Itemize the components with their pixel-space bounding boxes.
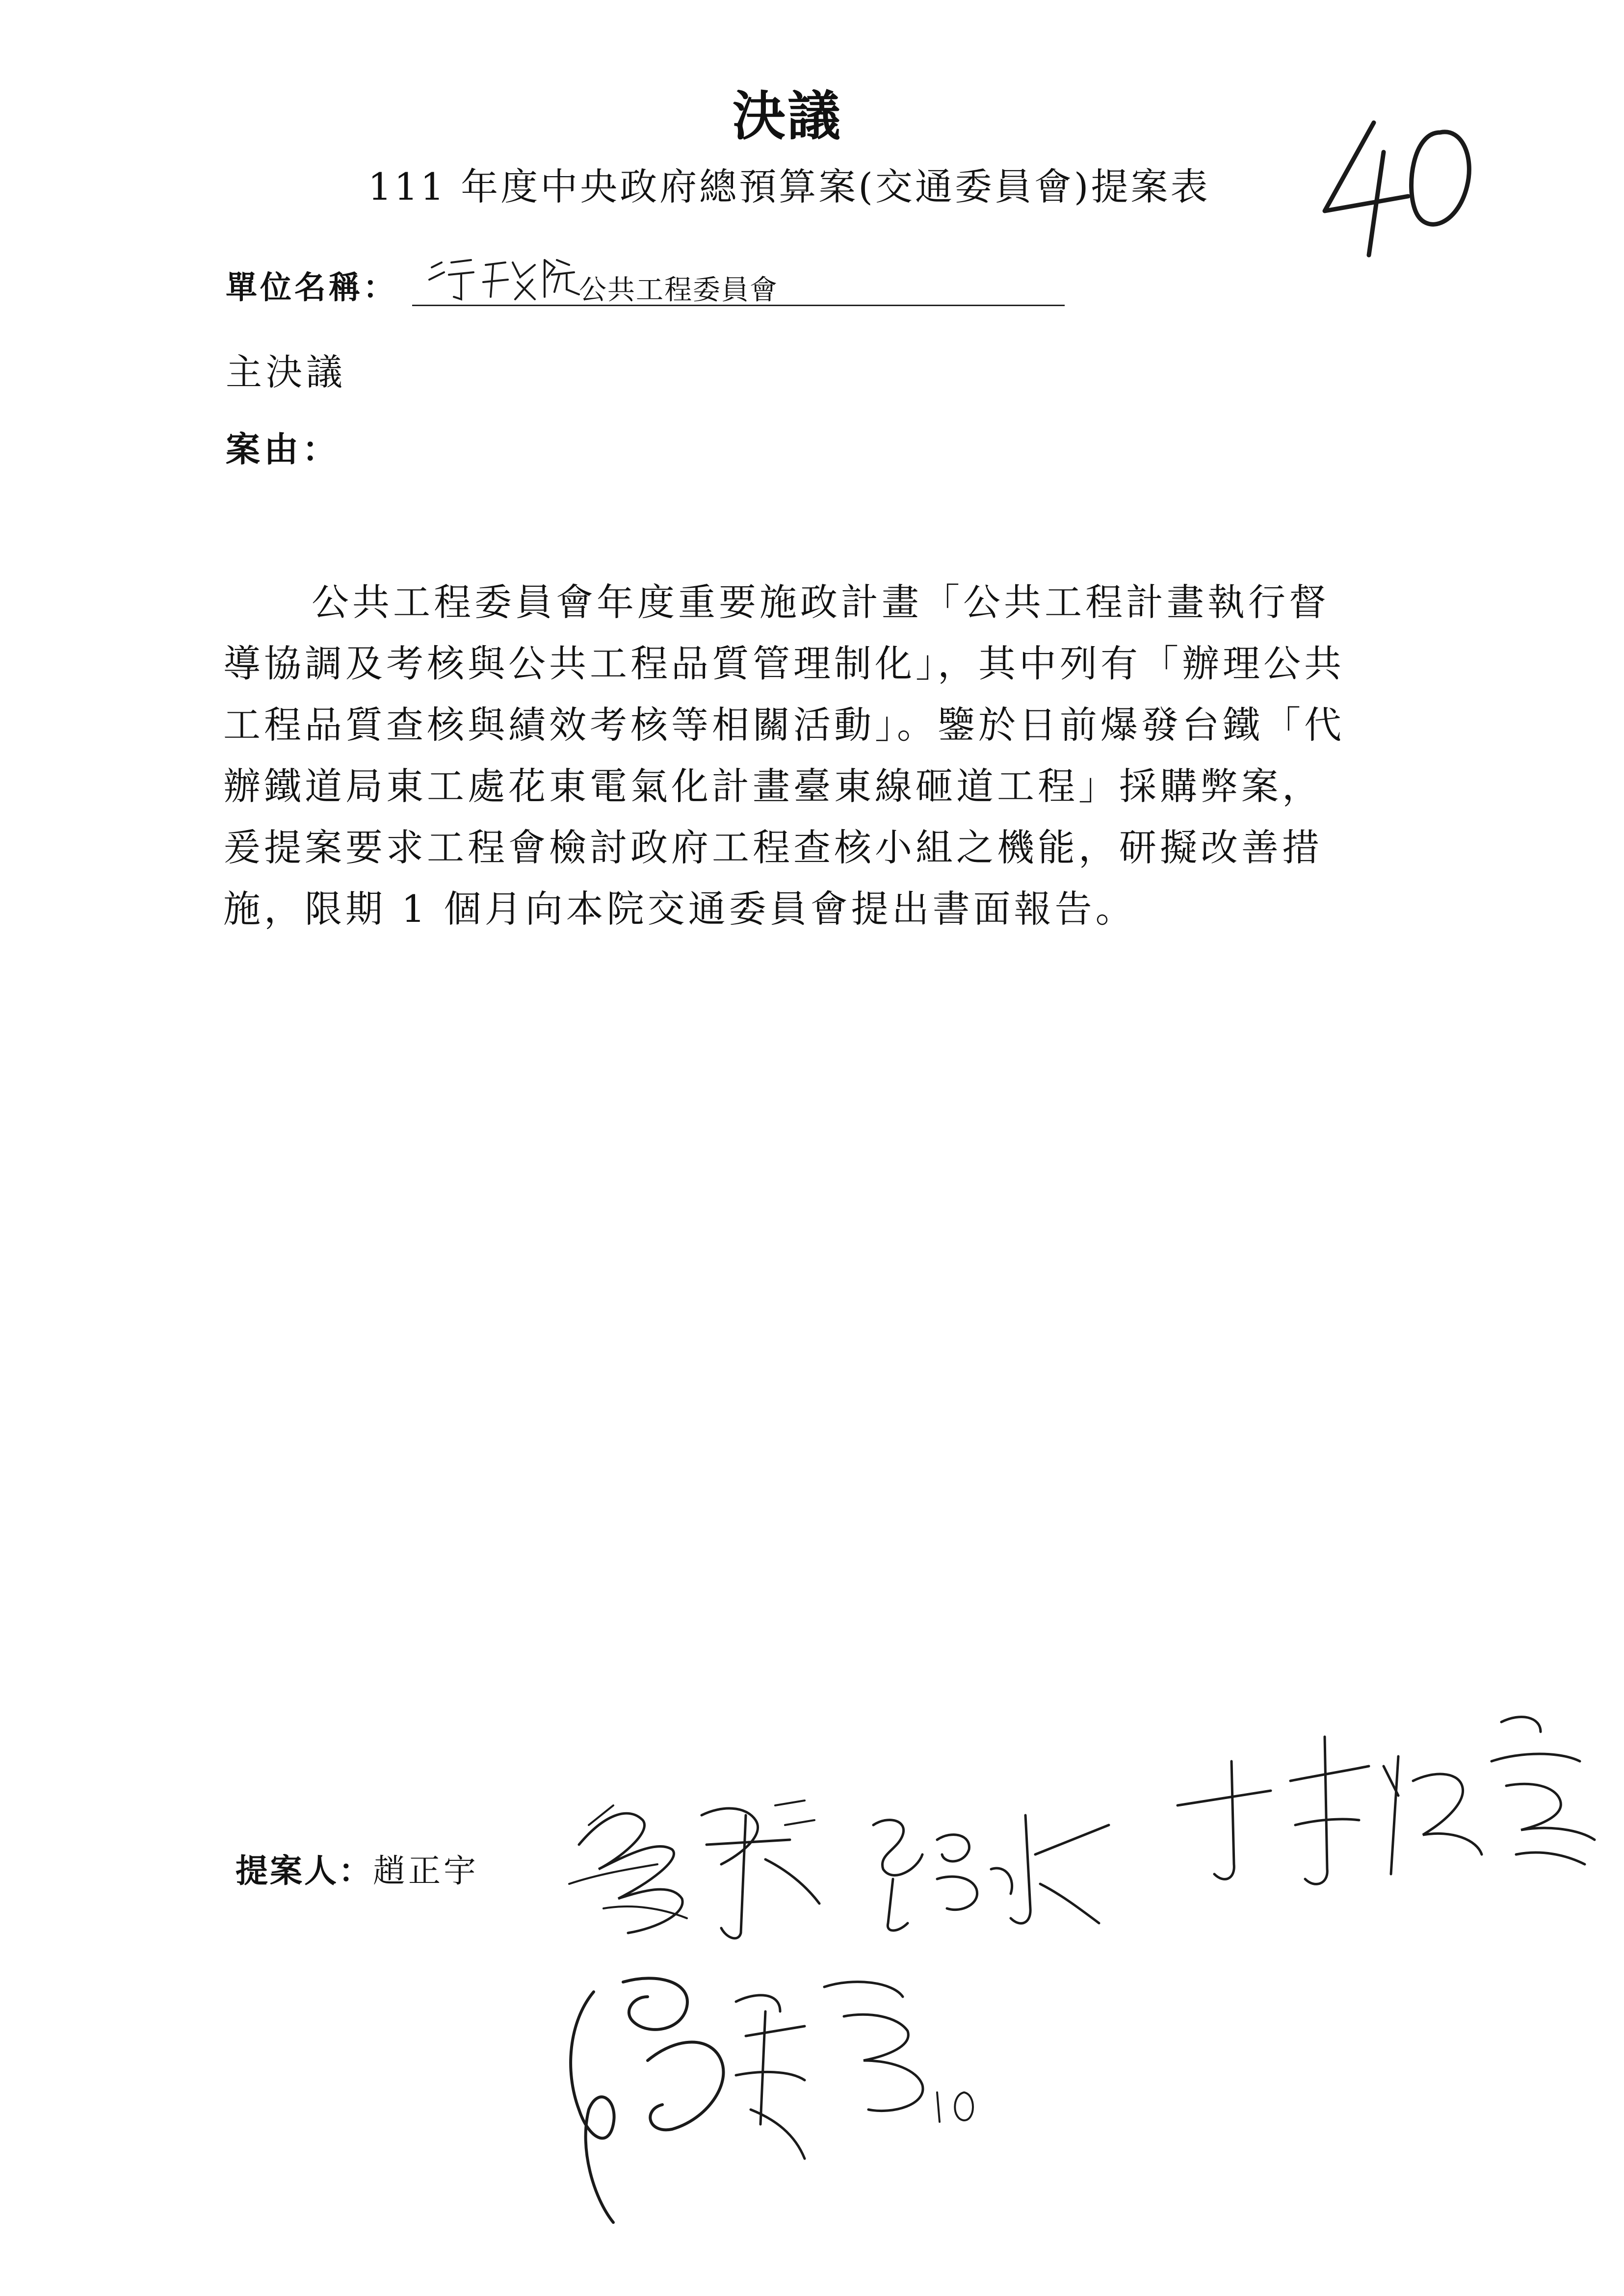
body-line: 工程品質查核與績效考核等相關活動」。鑒於日前爆發台鐵「代	[223, 703, 1345, 747]
reason-body	[223, 572, 1430, 939]
main-resolution-label: 主決議	[226, 351, 346, 393]
handwritten-signature	[559, 1786, 834, 1948]
handwritten-signature	[1168, 1707, 1599, 1904]
handwritten-note	[927, 2080, 986, 2129]
proposer-label: 提案人：	[236, 1852, 373, 1890]
body-line: 施，限期 1 個月向本院交通委員會提出書面報告。	[223, 887, 1136, 931]
handwritten-page-number	[1315, 113, 1482, 260]
handwritten-signature	[864, 1796, 1119, 1943]
unit-name-underline	[412, 305, 1065, 306]
unit-name-value: 公共工程委員會	[579, 274, 778, 306]
handwritten-signature	[550, 1962, 942, 2237]
body-line: 導協調及考核與公共工程品質管理制化」，其中列有「辦理公共	[223, 642, 1345, 685]
proposer-line	[236, 1845, 479, 1891]
body-line: 辦鐵道局東工處花東電氣化計畫臺東線砸道工程」採購弊案，	[223, 764, 1323, 808]
body-line: 公共工程委員會年度重要施政計畫「公共工程計畫執行督	[312, 580, 1330, 624]
unit-name-label: 單位名稱：	[226, 270, 397, 306]
proposal-form-title: 111 年度中央政府總預算案(交通委員會)提案表	[368, 165, 1210, 209]
document-heading: 決議	[732, 85, 842, 147]
proposer-name: 趙正宇	[373, 1852, 479, 1890]
unit-name-row	[226, 258, 1070, 312]
handwritten-unit-prefix	[422, 253, 584, 307]
reason-label: 案由：	[226, 429, 341, 470]
body-line: 爰提案要求工程會檢討政府工程查核小組之機能，研擬改善措	[223, 826, 1323, 869]
